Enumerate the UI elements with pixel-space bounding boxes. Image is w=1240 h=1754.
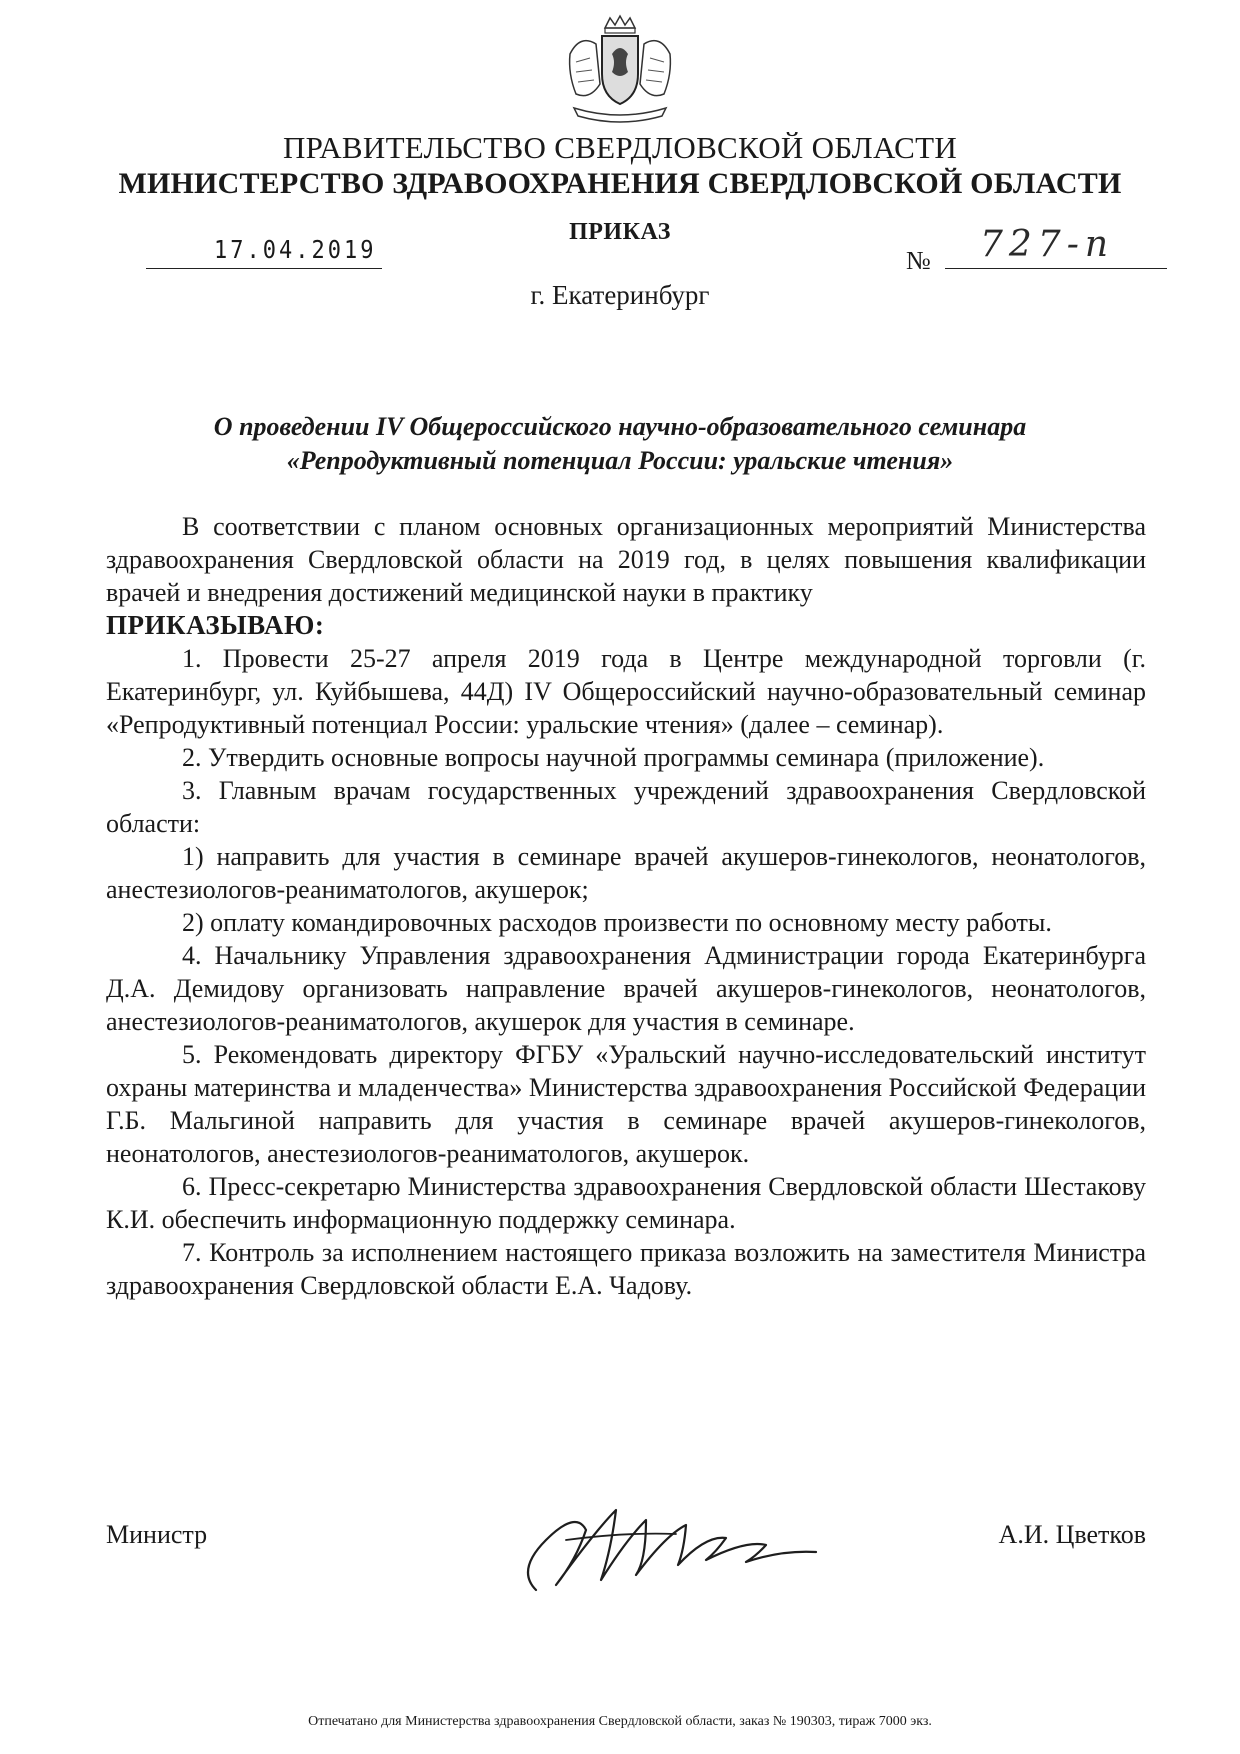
order-date: 17.04.2019 bbox=[214, 236, 377, 265]
order-subject bbox=[100, 410, 1140, 478]
signatory-position: Министр bbox=[106, 1520, 208, 1549]
order-item: 7. Контроль за исполнением настоящего приказа возложить на заместителя Министра здравоохранения Свердловской области Е.А. Чадову. bbox=[106, 1238, 1146, 1300]
coat-of-arms-icon bbox=[550, 14, 690, 124]
order-body bbox=[106, 510, 1146, 1302]
order-subitem: 2) оплату командировочных расходов произвести по основному месту работы. bbox=[182, 908, 1052, 937]
signatory-name: А.И. Цветков bbox=[998, 1520, 1146, 1549]
number-label: № bbox=[906, 246, 931, 275]
order-item: 6. Пресс-секретарю Министерства здравоохранения Свердловской области Шестакову К.И. обеспечить информационную поддержку семинара. bbox=[106, 1172, 1146, 1234]
subject-line: О проведении IV Общероссийского научно-образовательного семинара bbox=[213, 412, 1027, 441]
subject-line: «Репродуктивный потенциал России: уральские чтения» bbox=[286, 446, 954, 475]
decree-word: ПРИКАЗЫВАЮ: bbox=[106, 610, 325, 640]
document-type-title: ПРИКАЗ bbox=[569, 219, 671, 245]
handwritten-signature-icon bbox=[506, 1490, 836, 1600]
order-subitem: 1) направить для участия в семинаре врачей акушеров-гинекологов, неонатологов, анестезиологов-реаниматологов, акушерок; bbox=[106, 842, 1146, 904]
order-item: 1. Провести 25-27 апреля 2019 года в Центре международной торговли (г. Екатеринбург, ул. Куйбышева, 44Д) IV Общероссийский научно-образовательный семинар «Репродуктивный потенциал России: уральские чтения» (далее – семинар). bbox=[106, 644, 1146, 739]
government-title: ПРАВИТЕЛЬСТВО СВЕРДЛОВСКОЙ ОБЛАСТИ bbox=[282, 130, 958, 165]
preamble: В соответствии с планом основных организационных мероприятий Министерства здравоохранения Свердловской области на 2019 год, в целях повышения квалификации врачей и внедрения достижений медицинской науки в практику bbox=[106, 512, 1146, 607]
print-footer: Отпечатано для Министерства здравоохранения Свердловской области, заказ № 190303, тираж 7000 экз. bbox=[308, 1714, 932, 1729]
ministry-title: МИНИСТЕРСТВО ЗДРАВООХРАНЕНИЯ СВЕРДЛОВСКОЙ ОБЛАСТИ bbox=[118, 167, 1122, 200]
order-item: 5. Рекомендовать директору ФГБУ «Уральский научно-исследовательский институт охраны материнства и младенчества» Министерства здравоохранения Российской Федерации Г.Б. Мальгиной направить для участия в семинаре врачей акушеров-гинекологов, неонатологов, анестезиологов-реаниматологов, акушерок. bbox=[106, 1040, 1146, 1168]
signature-block bbox=[106, 1514, 1146, 1614]
city: г. Екатеринбург bbox=[530, 280, 710, 310]
order-item: 4. Начальнику Управления здравоохранения Администрации города Екатеринбурга Д.А. Демидову организовать направление врачей акушеров-гинекологов, неонатологов, анестезиологов-реаниматологов, акушерок для участия в семинаре. bbox=[106, 941, 1146, 1036]
order-item: 2. Утвердить основные вопросы научной программы семинара (приложение). bbox=[182, 743, 1045, 772]
order-item: 3. Главным врачам государственных учреждений здравоохранения Свердловской области: bbox=[106, 776, 1146, 838]
order-number: 727-п bbox=[980, 224, 1115, 265]
